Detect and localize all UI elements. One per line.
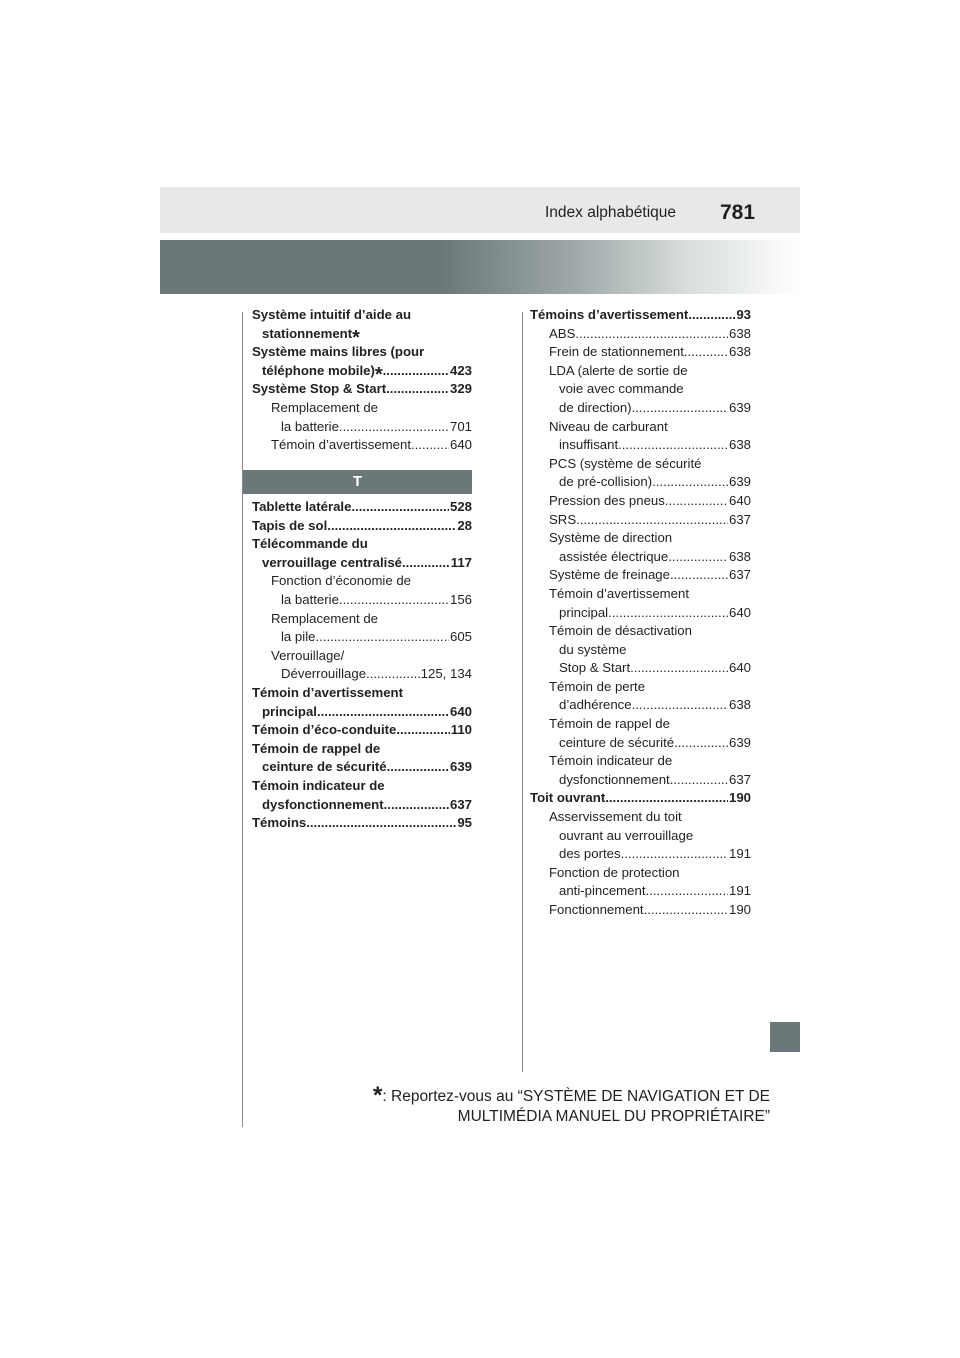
dot-leader <box>315 628 449 647</box>
entry-text: Témoin d’éco-conduite <box>252 722 397 738</box>
entry-page-ref: 637 <box>449 796 472 812</box>
right-column <box>530 306 751 920</box>
entry-text: Pression des pneus <box>549 492 665 508</box>
entry-text: Déverrouillage <box>281 666 367 682</box>
entry-text: principal <box>262 703 317 719</box>
index-entry <box>252 647 472 666</box>
entry-text: de direction) <box>559 399 632 415</box>
entry-text: anti-pincement <box>559 883 646 899</box>
index-entry <box>530 399 751 418</box>
entry-text: la batterie <box>281 418 339 434</box>
index-entry <box>530 418 751 437</box>
entry-page-ref: 191 <box>728 883 751 899</box>
index-entry <box>530 492 751 511</box>
footnote-line-2: MULTIMÉDIA MANUEL DU PROPRIÉTAIRE” <box>457 1108 770 1125</box>
entry-text: Niveau de carburant <box>549 418 668 434</box>
dot-leader <box>383 362 449 381</box>
entry-text: Témoin indicateur de <box>252 777 385 793</box>
entry-page-ref: 191 <box>728 846 751 862</box>
entry-page-ref: 640 <box>728 604 751 620</box>
index-entry <box>530 362 751 381</box>
column-divider <box>522 312 523 1072</box>
index-entry <box>252 418 472 437</box>
index-entry <box>530 511 751 530</box>
dot-leader <box>632 696 728 715</box>
entry-text: Témoin indicateur de <box>549 753 673 769</box>
dot-leader <box>684 343 728 362</box>
index-entry <box>530 641 751 660</box>
index-entry <box>252 796 472 815</box>
entry-text: LDA (alerte de sortie de <box>549 362 688 378</box>
entry-text: Stop & Start <box>559 660 631 676</box>
entry-text: ABS <box>549 325 576 341</box>
entry-text: Système de freinage <box>549 567 670 583</box>
entry-text: Témoins <box>252 815 307 831</box>
entry-text: dysfonctionnement <box>262 796 384 812</box>
entry-page-ref: 423 <box>449 362 472 378</box>
index-entry <box>530 827 751 846</box>
left-column-top <box>252 306 472 455</box>
entry-text: Frein de stationnement <box>549 344 684 360</box>
index-entry <box>530 380 751 399</box>
index-entry <box>530 864 751 883</box>
index-entry <box>530 529 751 548</box>
entry-text: Tapis de sol <box>252 517 328 533</box>
entry-text: Témoin de perte <box>549 678 646 694</box>
entry-page-ref: 605 <box>449 629 472 645</box>
dot-leader <box>306 814 456 833</box>
entry-text: principal <box>559 604 609 620</box>
entry-page-ref: 637 <box>728 511 751 527</box>
left-rule <box>242 312 243 1127</box>
entry-page-ref: 28 <box>457 517 472 533</box>
index-entry <box>252 665 472 684</box>
index-entry <box>252 399 472 418</box>
entry-text: Tablette latérale <box>252 499 352 514</box>
index-entry <box>530 436 751 455</box>
dot-leader <box>317 703 449 722</box>
entry-page-ref: 638 <box>728 697 751 713</box>
entry-text: Système Stop & Start <box>252 381 387 397</box>
dot-leader <box>339 418 449 437</box>
index-entry <box>530 659 751 678</box>
entry-page-ref: 329 <box>449 381 472 397</box>
section-letter-tab: T <box>243 470 472 494</box>
entry-page-ref: 640 <box>728 660 751 676</box>
entry-text: la pile <box>281 629 316 645</box>
entry-text: ceinture de sécurité <box>262 759 387 775</box>
dot-leader <box>576 511 728 530</box>
index-entry <box>252 721 472 740</box>
entry-text: SRS <box>549 511 577 527</box>
dot-leader <box>670 771 728 790</box>
index-entry <box>530 473 751 492</box>
index-entry <box>252 610 472 629</box>
dot-leader <box>670 566 728 585</box>
index-entry <box>530 306 751 325</box>
entry-page-ref: 156 <box>449 591 472 607</box>
dot-leader <box>384 796 449 815</box>
entry-page-ref: 638 <box>728 548 751 564</box>
chapter-banner <box>160 240 800 294</box>
entry-text: du système <box>559 641 627 657</box>
entry-page-ref: 638 <box>728 437 751 453</box>
entry-text: Témoin d’avertissement <box>252 684 403 700</box>
dot-leader <box>668 548 728 567</box>
footnote-marker: * <box>352 327 360 350</box>
index-entry <box>530 882 751 901</box>
dot-leader <box>387 758 449 777</box>
index-entry <box>252 684 472 703</box>
entry-text: Témoins d’avertissement <box>530 307 689 322</box>
entry-text: Fonctionnement <box>549 902 644 917</box>
index-entry <box>252 517 472 536</box>
entry-text: téléphone mobile) <box>262 362 375 378</box>
dot-leader <box>644 901 728 920</box>
index-entry <box>530 343 751 362</box>
entry-page-ref: 639 <box>449 759 472 775</box>
entry-page-ref: 639 <box>728 734 751 750</box>
index-entry <box>252 814 472 833</box>
entry-page-ref: 638 <box>728 344 751 360</box>
entry-page-ref: 528 <box>449 499 472 514</box>
dot-leader <box>608 604 728 623</box>
entry-page-ref: 639 <box>728 474 751 490</box>
index-entry <box>530 678 751 697</box>
entry-text: insuffisant <box>559 437 619 453</box>
entry-text: dysfonctionnement <box>559 771 670 787</box>
index-entry <box>252 535 472 554</box>
entry-page-ref: 95 <box>457 815 472 831</box>
header-bar <box>160 187 800 233</box>
index-entry <box>252 554 472 573</box>
footnote <box>373 1082 770 1127</box>
entry-page-ref: 639 <box>728 399 751 415</box>
index-entry <box>530 734 751 753</box>
entry-text: Remplacement de <box>271 610 379 626</box>
entry-text: stationnement <box>262 325 353 341</box>
index-entry <box>252 591 472 610</box>
entry-page-ref: 637 <box>728 567 751 583</box>
entry-page-ref: 637 <box>728 771 751 787</box>
index-entry <box>530 455 751 474</box>
dot-leader <box>652 473 728 492</box>
index-entry <box>530 325 751 344</box>
dot-leader <box>646 882 728 901</box>
dot-leader <box>605 789 728 808</box>
entry-page-ref: 640 <box>449 437 472 453</box>
entry-page-ref: 117 <box>450 554 472 570</box>
index-entry <box>252 628 472 647</box>
entry-text: verrouillage centralisé <box>262 554 403 570</box>
index-entry <box>252 777 472 796</box>
entry-text: Témoin de rappel de <box>549 716 670 732</box>
dot-leader <box>618 436 728 455</box>
index-entry <box>252 758 472 777</box>
entry-page-ref: 190 <box>728 790 751 806</box>
dot-leader <box>621 845 728 864</box>
entry-page-ref: 640 <box>728 492 751 508</box>
entry-text: la batterie <box>281 591 339 607</box>
index-entry <box>530 604 751 623</box>
index-entry <box>252 572 472 591</box>
entry-text: assistée électrique <box>559 548 669 564</box>
dot-leader <box>575 325 728 344</box>
entry-page-ref: 638 <box>728 325 751 341</box>
footnote-star: * <box>373 1082 383 1109</box>
entry-page-ref: 110 <box>450 722 472 738</box>
entry-text: Fonction d’économie de <box>271 573 412 589</box>
entry-text: Asservissement du toit <box>549 809 682 825</box>
index-entry <box>530 808 751 827</box>
dot-leader <box>688 306 735 325</box>
dot-leader <box>674 734 728 753</box>
dot-leader <box>339 591 449 610</box>
footnote-line-1: : Reportez-vous au “SYSTÈME DE NAVIGATION ET DE <box>382 1088 770 1105</box>
index-entry <box>252 703 472 722</box>
entry-text: des portes <box>559 846 621 862</box>
entry-page-ref: 701 <box>449 418 472 434</box>
entry-text: d’adhérence <box>559 697 632 713</box>
entry-text: ceinture de sécurité <box>559 734 675 750</box>
index-entry <box>530 715 751 734</box>
index-entry <box>252 498 472 517</box>
dot-leader <box>402 554 450 573</box>
page-number: 781 <box>720 201 756 224</box>
index-entry <box>252 343 472 362</box>
index-entry <box>252 740 472 759</box>
entry-text: de pré-collision) <box>559 474 653 490</box>
entry-text: Remplacement de <box>271 399 379 415</box>
entry-page-ref: 190 <box>728 902 751 917</box>
entry-page-ref: 93 <box>736 307 751 322</box>
entry-text: Témoin d’avertissement <box>549 585 689 601</box>
index-entry <box>530 622 751 641</box>
index-entry <box>530 548 751 567</box>
entry-page-ref: 125, 134 <box>420 666 472 682</box>
index-entry <box>252 380 472 399</box>
entry-text: Système de direction <box>549 530 673 546</box>
entry-text: Témoin d’avertissement <box>271 437 411 453</box>
left-column-bottom <box>252 498 472 833</box>
entry-text: Télécommande du <box>252 536 368 552</box>
entry-text: Système mains libres (pour <box>252 344 425 360</box>
entry-text: Verrouillage/ <box>271 647 345 663</box>
index-entry <box>252 325 472 350</box>
dot-leader <box>366 665 420 684</box>
index-entry <box>530 752 751 771</box>
index-entry <box>530 696 751 715</box>
index-entry <box>530 845 751 864</box>
dot-leader <box>630 659 728 678</box>
index-entry <box>530 566 751 585</box>
index-entry <box>252 306 472 325</box>
dot-leader <box>665 492 728 511</box>
entry-text: Témoin de rappel de <box>252 740 381 756</box>
dot-leader <box>386 380 449 399</box>
dot-leader <box>396 721 449 740</box>
index-entry <box>530 901 751 920</box>
page-title: Index alphabétique <box>545 204 677 221</box>
entry-text: Toit ouvrant <box>530 790 606 806</box>
dot-leader <box>327 517 456 536</box>
index-entry <box>252 362 472 387</box>
entry-text: voie avec commande <box>559 381 684 397</box>
index-entry <box>252 436 472 455</box>
entry-text: Système intuitif d’aide au <box>252 307 412 322</box>
entry-text: Témoin de désactivation <box>549 623 692 639</box>
chapter-side-tab <box>770 1022 800 1052</box>
entry-text: ouvrant au verrouillage <box>559 827 694 843</box>
index-entry <box>530 771 751 790</box>
entry-text: PCS (système de sécurité <box>549 455 702 471</box>
dot-leader <box>351 498 449 517</box>
entry-text: Fonction de protection <box>549 864 680 880</box>
entry-page-ref: 640 <box>449 703 472 719</box>
index-entry <box>530 789 751 808</box>
footnote-marker: * <box>374 364 383 387</box>
dot-leader <box>632 399 728 418</box>
dot-leader <box>411 436 449 455</box>
index-entry <box>530 585 751 604</box>
